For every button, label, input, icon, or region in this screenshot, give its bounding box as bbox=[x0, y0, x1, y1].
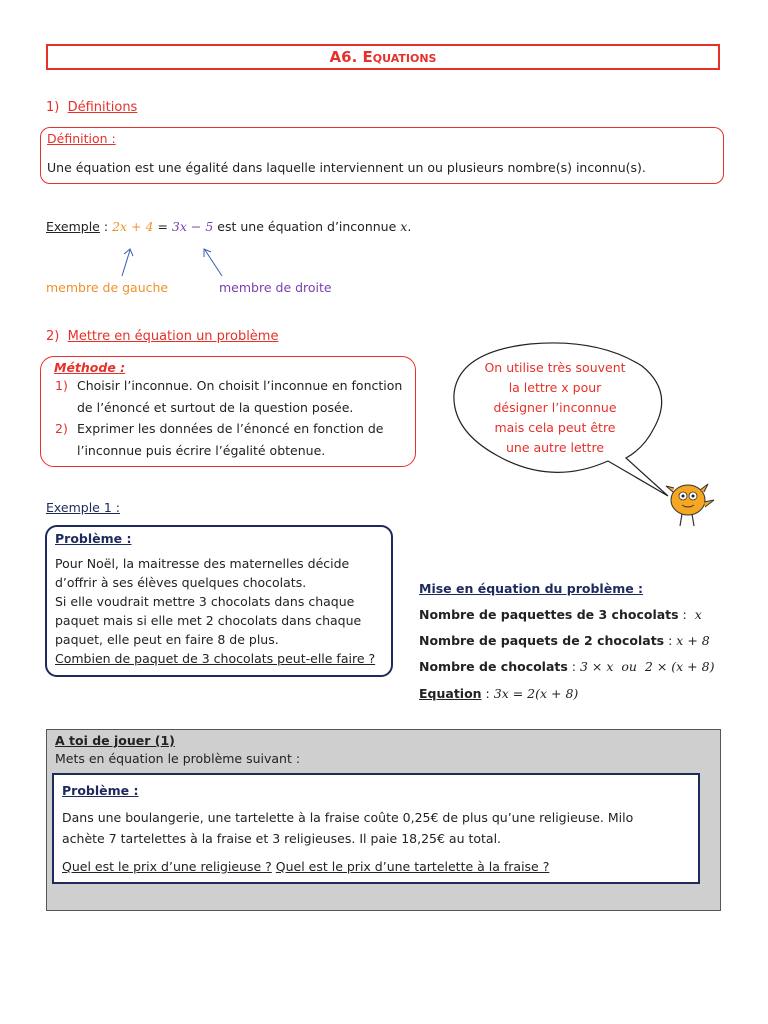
section-2-number: 2) bbox=[46, 329, 60, 344]
exercise-problem-title: Problème : bbox=[62, 783, 139, 798]
problem-line-5: paquet, elle peut en faire 8 de plus. bbox=[55, 632, 279, 647]
example-1-label: Exemple 1 : bbox=[46, 500, 120, 515]
exercise-problem-box bbox=[52, 773, 700, 884]
exercise-question-2: Quel est le prix d’une tartelette à la fraise ? bbox=[275, 859, 550, 874]
setup-row-3-expr: 3 × x ou 2 × (x + 8) bbox=[580, 659, 715, 674]
method-step-2-line-2: l’inconnue puis écrire l’égalité obtenue. bbox=[77, 443, 326, 458]
problem-box bbox=[45, 525, 393, 677]
setup-row-2 bbox=[419, 633, 710, 648]
setup-row-1-sep: : bbox=[678, 607, 695, 622]
exercise-line-2: achète 7 tartelettes à la fraise et 3 religieuses. Il paie 18,25€ au total. bbox=[62, 831, 502, 846]
problem-line-3: Si elle voudrait mettre 3 chocolats dans chaque bbox=[55, 594, 355, 609]
method-step-2-number: 2) bbox=[55, 421, 68, 436]
exercise-questions bbox=[62, 859, 549, 874]
equals-sign: = bbox=[157, 219, 168, 234]
example-tail: est une équation d’inconnue bbox=[217, 219, 397, 234]
speech-line-2: la lettre x pour bbox=[508, 380, 602, 395]
section-2-heading bbox=[46, 329, 278, 344]
right-arrow-icon bbox=[204, 249, 222, 276]
problem-line-1: Pour Noël, la maitresse des maternelles décide bbox=[55, 556, 350, 571]
problem-line-4: paquet mais si elle met 2 chocolats dans chaque bbox=[55, 613, 362, 628]
method-step-1-line-1: Choisir l’inconnue. On choisit l’inconnue en fonction bbox=[77, 378, 403, 393]
exercise-title: A toi de jouer (1) bbox=[55, 733, 175, 748]
setup-row-1-label: Nombre de paquettes de 3 chocolats bbox=[419, 607, 679, 622]
setup-row-2-expr: x + 8 bbox=[676, 633, 710, 648]
section-1-heading bbox=[46, 100, 137, 115]
method-step-1-line-2: de l’énoncé et surtout de la question posée. bbox=[77, 400, 354, 415]
problem-question: Combien de paquet de 3 chocolats peut-elle faire ? bbox=[55, 651, 376, 666]
problem-title: Problème : bbox=[55, 531, 132, 546]
setup-row-2-label: Nombre de paquets de 2 chocolats bbox=[419, 633, 665, 648]
setup-row-3-sep: : bbox=[567, 659, 580, 674]
speech-bubble-text bbox=[470, 358, 640, 458]
setup-row-2-sep: : bbox=[664, 633, 677, 648]
example-variable: x bbox=[400, 219, 408, 234]
speech-line-1: On utilise très souvent bbox=[484, 360, 626, 375]
exercise-line-1: Dans une boulangerie, une tartelette à la fraise coûte 0,25€ de plus qu’une religieuse. Milo bbox=[62, 810, 634, 825]
left-member-expression: 2x + 4 bbox=[112, 219, 154, 234]
problem-line-2: d’offrir à ses élèves quelques chocolats. bbox=[55, 575, 307, 590]
setup-row-3 bbox=[419, 659, 714, 674]
example-line bbox=[46, 219, 411, 234]
right-member-expression: 3x − 5 bbox=[171, 219, 214, 234]
example-period: . bbox=[407, 219, 412, 234]
setup-row-4-expr: 3x = 2(x + 8) bbox=[493, 686, 579, 701]
setup-row-1-expr: x bbox=[694, 607, 702, 622]
exercise-subtitle: Mets en équation le problème suivant : bbox=[55, 751, 301, 766]
title-main: Equations bbox=[362, 48, 437, 66]
title-prefix: A6. bbox=[329, 48, 363, 66]
example-colon: : bbox=[103, 219, 109, 234]
setup-row-4 bbox=[419, 686, 578, 701]
exercise-question-1: Quel est le prix d’une religieuse ? bbox=[62, 859, 272, 874]
section-1-number: 1) bbox=[46, 100, 60, 115]
left-member-caption: membre de gauche bbox=[46, 280, 169, 295]
setup-row-4-sep: : bbox=[481, 686, 494, 701]
page-title bbox=[46, 44, 720, 70]
method-title: Méthode : bbox=[54, 360, 126, 375]
speech-line-4: mais cela peut être bbox=[494, 420, 616, 435]
mascot-icon bbox=[660, 478, 722, 530]
section-1-label: Définitions bbox=[67, 100, 138, 115]
right-member-caption: membre de droite bbox=[219, 280, 332, 295]
speech-line-3: désigner l’inconnue bbox=[493, 400, 617, 415]
setup-row-3-label: Nombre de chocolats bbox=[419, 659, 568, 674]
method-box bbox=[40, 356, 416, 467]
example-label: Exemple bbox=[46, 219, 100, 234]
member-arrows bbox=[100, 240, 240, 280]
speech-line-5: une autre lettre bbox=[505, 440, 605, 455]
setup-title: Mise en équation du problème : bbox=[419, 581, 644, 596]
definition-title: Définition : bbox=[47, 131, 116, 146]
definition-box bbox=[40, 127, 724, 184]
setup-row-4-label: Equation bbox=[419, 686, 482, 701]
method-step-2-line-1: Exprimer les données de l’énoncé en fonction de bbox=[77, 421, 384, 436]
left-arrow-icon bbox=[122, 249, 133, 276]
method-step-1-number: 1) bbox=[55, 378, 68, 393]
definition-text: Une équation est une égalité dans laquelle interviennent un ou plusieurs nombre(s) inconnu(s). bbox=[47, 160, 646, 175]
section-2-label: Mettre en équation un problème bbox=[67, 329, 279, 344]
setup-row-1 bbox=[419, 607, 702, 622]
